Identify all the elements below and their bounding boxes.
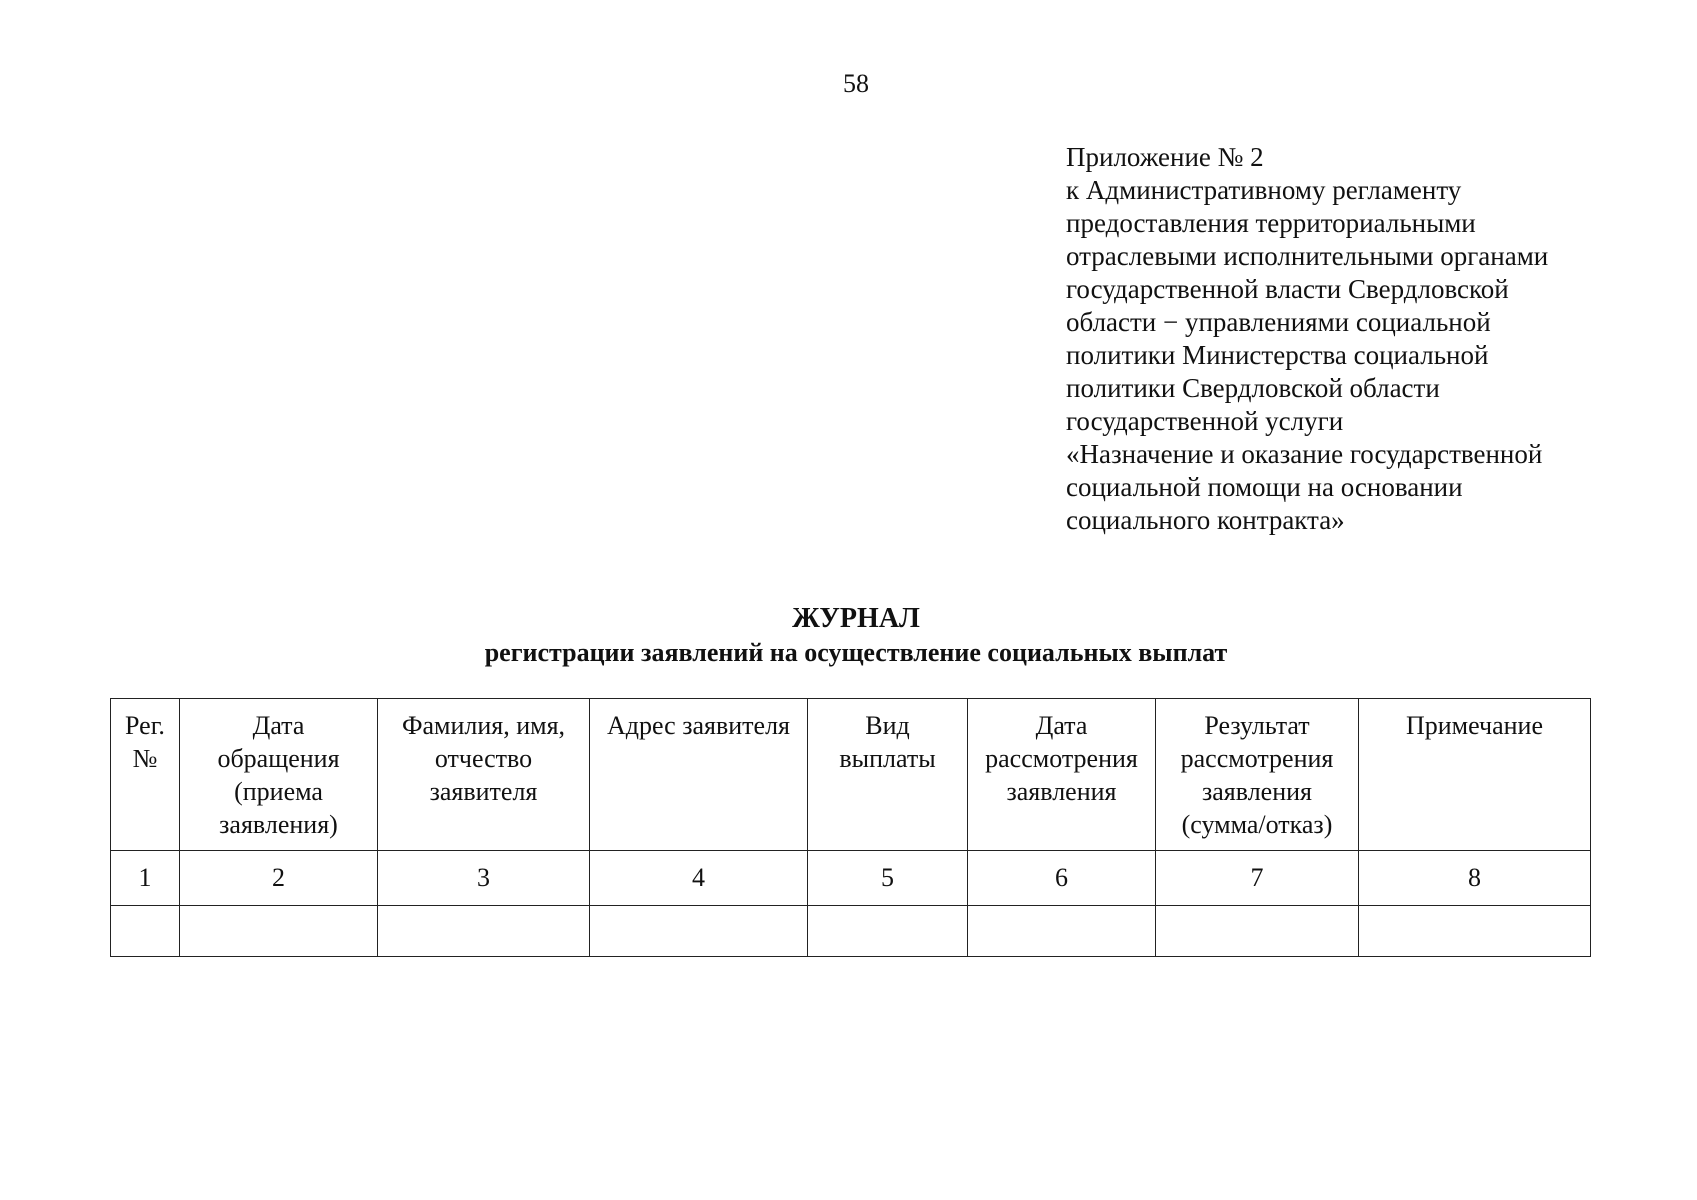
header-line: Вид [865,711,910,740]
column-header-review-date [968,699,1156,851]
header-line: Фамилия, имя, [401,711,566,740]
header-line: Адрес заявителя [606,711,791,740]
appendix-line: политики Свердловской области [1066,373,1440,403]
appendix-line: к Административному регламенту [1066,175,1462,205]
header-line: (сумма/отказ) [1181,810,1333,839]
appendix-line: социальной помощи на основании [1066,472,1463,502]
column-number-cell: 8 [1359,851,1591,906]
empty-cell [111,906,180,957]
appendix-block [1066,141,1626,537]
appendix-line: политики Министерства социальной [1066,340,1489,370]
empty-cell [590,906,808,957]
header-line: выплаты [839,744,936,773]
empty-cell [1359,906,1591,957]
header-line: заявления [1006,777,1117,806]
header-line: Результат [1204,711,1310,740]
journal-title: ЖУРНАЛ [792,603,920,634]
appendix-line: «Назначение и оказание государственной [1066,439,1543,469]
column-number-cell: 5 [808,851,968,906]
header-line: № [132,744,158,773]
journal-subtitle: регистрации заявлений на осуществление социальных выплат [484,638,1228,667]
column-header-reg-number [111,699,180,851]
table-header-row [111,699,1591,851]
header-line: Рег. [125,711,165,740]
header-line: обращения [217,744,340,773]
column-number-cell: 3 [378,851,590,906]
appendix-line: государственной власти Свердловской [1066,274,1509,304]
appendix-line: предоставления территориальными [1066,208,1476,238]
empty-cell [1156,906,1359,957]
header-line: заявителя [429,777,538,806]
page-number: 58 [843,69,869,98]
header-line: Примечание [1405,711,1544,740]
column-header-payment-type [808,699,968,851]
header-line: Дата [1035,711,1088,740]
column-number-cell: 6 [968,851,1156,906]
header-line: Дата [252,711,305,740]
column-number-cell: 2 [180,851,378,906]
column-header-review-result [1156,699,1359,851]
table-row-empty [111,906,1591,957]
column-header-application-date [180,699,378,851]
empty-cell [968,906,1156,957]
empty-cell [378,906,590,957]
header-line: заявления [1201,777,1312,806]
column-header-note [1359,699,1591,851]
appendix-line: государственной услуги [1066,406,1344,436]
column-header-applicant-name [378,699,590,851]
appendix-line: социального контракта» [1066,505,1345,535]
empty-cell [808,906,968,957]
column-header-applicant-address [590,699,808,851]
header-line: рассмотрения [1180,744,1334,773]
appendix-line: отраслевыми исполнительными органами [1066,241,1549,271]
appendix-line: области − управлениями социальной [1066,307,1491,337]
empty-cell [180,906,378,957]
header-line: отчество [434,744,533,773]
header-line: заявления) [219,810,338,839]
appendix-line: Приложение № 2 [1066,142,1264,172]
column-number-row [111,851,1591,906]
header-line: (приема [234,777,323,806]
column-number-cell: 7 [1156,851,1359,906]
register-table [110,698,1591,957]
column-number-cell: 4 [590,851,808,906]
header-line: рассмотрения [985,744,1138,773]
column-number-cell: 1 [111,851,180,906]
